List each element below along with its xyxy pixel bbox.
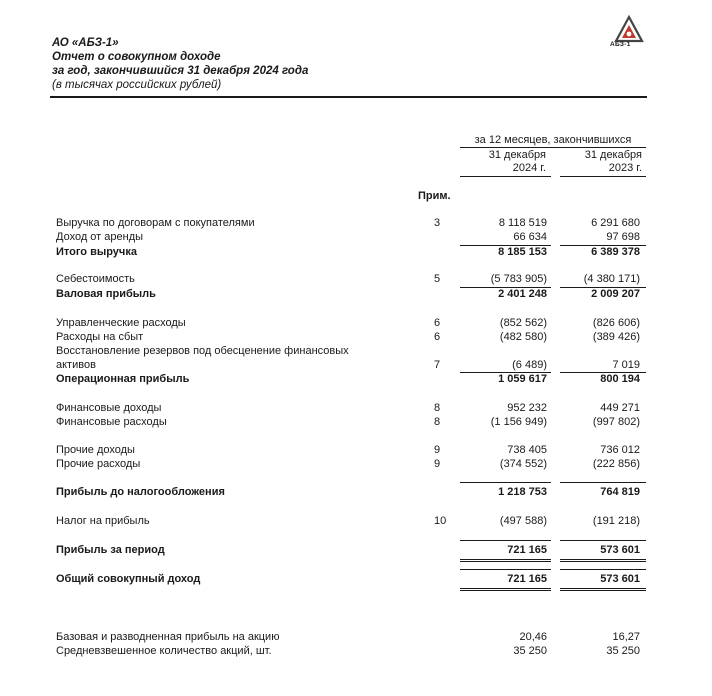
row-admin-expenses: [56, 316, 646, 331]
period-header-underline: [460, 147, 646, 148]
subtotal-rule: [560, 482, 646, 483]
row-rental-income: [56, 230, 646, 245]
row-label: Прочие доходы: [56, 444, 135, 456]
value-2024: (852 562): [499, 317, 547, 329]
value-2023: (191 218): [592, 515, 640, 527]
row-selling-expenses: [56, 330, 646, 345]
value-2024: 66 634: [513, 231, 547, 243]
row-label: Прибыль за период: [56, 544, 165, 556]
row-profit-for-period: [56, 543, 646, 558]
value-2023: 7 019: [612, 359, 640, 371]
value-2023: 35 250: [606, 645, 640, 657]
row-label: Выручка по договорам с покупателями: [56, 217, 255, 229]
value-2023: 449 271: [600, 402, 640, 414]
value-2024: 1 059 617: [498, 373, 547, 385]
period-header: за 12 месяцев, закончившихся: [474, 134, 632, 146]
row-label: Расходы на сбыт: [56, 331, 144, 343]
value-2023: (4 380 171): [583, 273, 640, 285]
row-total-revenue: [56, 245, 646, 260]
subtotal-rule: [560, 540, 646, 541]
value-2023: 97 698: [606, 231, 640, 243]
value-2024: 8 118 519: [498, 217, 547, 229]
value-2024: 8 185 153: [498, 246, 547, 258]
value-2024: 738 405: [507, 444, 547, 456]
row-cost-of-sales: [56, 272, 646, 287]
total-double-rule: [460, 559, 551, 560]
col-2023-underline: [560, 176, 646, 177]
value-2024: (1 156 949): [490, 416, 547, 428]
value-2024: (6 489): [512, 359, 547, 371]
row-label: Операционная прибыль: [56, 373, 190, 385]
row-label: Финансовые доходы: [56, 402, 162, 414]
value-2023: 764 819: [600, 486, 640, 498]
row-label: Себестоимость: [56, 273, 135, 285]
total-double-rule: [460, 561, 551, 562]
row-operating-profit: [56, 372, 646, 387]
value-2024: 952 232: [507, 402, 547, 414]
row-note: 8: [434, 416, 441, 428]
row-note: 10: [434, 515, 447, 527]
value-2023: (222 856): [592, 458, 640, 470]
value-2023: 6 291 680: [591, 217, 640, 229]
value-2023: 16,27: [612, 631, 640, 643]
subtotal-rule: [460, 569, 551, 570]
row-label: Управленческие расходы: [56, 317, 186, 329]
subtotal-rule: [560, 569, 646, 570]
row-note: 7: [434, 359, 441, 371]
logo-text: АБЗ-1: [610, 41, 631, 48]
row-revenue-contracts: [56, 216, 646, 231]
row-note: 6: [434, 317, 441, 329]
row-label: Средневзвешенное количество акций, шт.: [56, 645, 272, 657]
col-2024-line1: 31 декабря: [488, 149, 546, 161]
col-2023-line1: 31 декабря: [584, 149, 642, 161]
total-double-rule: [460, 588, 551, 589]
value-2024: (5 783 905): [490, 273, 547, 285]
value-2023: (826 606): [592, 317, 640, 329]
row-income-tax: [56, 514, 646, 529]
row-note: 9: [434, 444, 441, 456]
reporting-period: за год, закончившийся 31 декабря 2024 года: [52, 65, 309, 77]
row-label: Прочие расходы: [56, 458, 141, 470]
row-label: Итого выручка: [56, 246, 137, 258]
row-weighted-shares: [56, 644, 646, 659]
value-2024: 20,46: [519, 631, 547, 643]
row-note: 9: [434, 458, 441, 470]
value-2024: 2 401 248: [498, 288, 547, 300]
row-label: Общий совокупный доход: [56, 573, 201, 585]
row-total-comprehensive-income: [56, 572, 646, 587]
row-note: 8: [434, 402, 441, 414]
row-note: 3: [434, 217, 441, 229]
row-other-expenses: [56, 457, 646, 472]
note-column-header: Прим.: [418, 190, 451, 202]
value-2023: (389 426): [592, 331, 640, 343]
row-eps: [56, 630, 646, 645]
row-finance-income: [56, 401, 646, 416]
row-label: Восстановление резервов под обесценение финансовых: [56, 345, 349, 357]
total-double-rule: [560, 561, 646, 562]
value-2024: (497 588): [499, 515, 547, 527]
company-name: АО «АБЗ-1»: [52, 37, 119, 49]
subtotal-rule: [460, 482, 551, 483]
row-other-income: [56, 443, 646, 458]
col-2024-underline: [460, 176, 551, 177]
row-label: Прибыль до налогообложения: [56, 486, 225, 498]
total-double-rule: [560, 590, 646, 591]
statement-title: Отчет о совокупном доходе: [52, 51, 221, 63]
header-rule: [50, 96, 647, 98]
value-2023: (997 802): [592, 416, 640, 428]
row-impairment-reversal-line2: [56, 358, 646, 373]
row-label: Валовая прибыль: [56, 288, 156, 300]
total-double-rule: [460, 590, 551, 591]
col-2023-line2: 2023 г.: [608, 162, 642, 174]
value-2023: 736 012: [600, 444, 640, 456]
value-2023: 6 389 378: [591, 246, 640, 258]
row-label: Финансовые расходы: [56, 416, 167, 428]
row-label: Налог на прибыль: [56, 515, 150, 527]
subtotal-rule: [460, 540, 551, 541]
value-2024: 721 165: [507, 544, 547, 556]
row-profit-before-tax: [56, 485, 646, 500]
row-label: Базовая и разводненная прибыль на акцию: [56, 631, 280, 643]
value-2023: 800 194: [600, 373, 640, 385]
value-2023: 573 601: [600, 544, 640, 556]
value-2024: 721 165: [507, 573, 547, 585]
row-note: 6: [434, 331, 441, 343]
row-label: активов: [56, 359, 96, 371]
value-2023: 573 601: [600, 573, 640, 585]
row-gross-profit: [56, 287, 646, 302]
row-label: Доход от аренды: [56, 231, 144, 243]
row-finance-costs: [56, 415, 646, 430]
value-2024: (374 552): [499, 458, 547, 470]
row-note: 5: [434, 273, 441, 285]
value-2023: 2 009 207: [591, 288, 640, 300]
value-2024: (482 580): [499, 331, 547, 343]
col-2024-line2: 2024 г.: [512, 162, 546, 174]
total-double-rule: [560, 559, 646, 560]
total-double-rule: [560, 588, 646, 589]
value-2024: 1 218 753: [498, 486, 547, 498]
currency-units: (в тысячах российских рублей): [52, 79, 222, 91]
value-2024: 35 250: [513, 645, 547, 657]
row-impairment-reversal-line1: [56, 344, 646, 359]
